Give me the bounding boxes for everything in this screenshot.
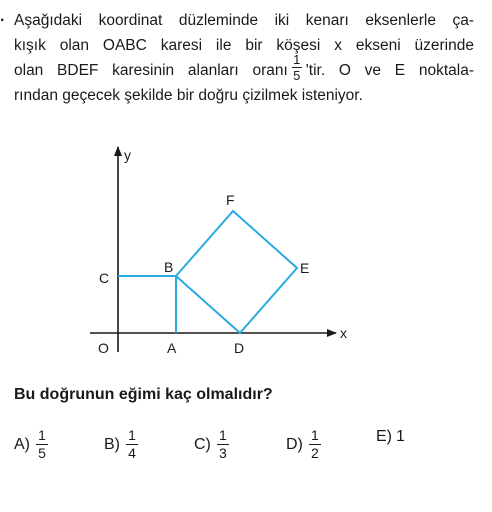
answer-choices [14, 428, 484, 472]
choice-a-den: 5 [38, 445, 46, 461]
choice-d-num: 1 [310, 427, 319, 443]
question-bullet: . [0, 8, 5, 25]
choice-c-den: 3 [218, 445, 227, 461]
ratio-denominator: 5 [293, 68, 301, 84]
choice-b-fraction [126, 428, 138, 461]
point-b-label: B [164, 259, 174, 275]
choice-b-den: 4 [128, 445, 136, 461]
choice-a-num: 1 [38, 427, 46, 443]
point-a-label: A [167, 340, 177, 356]
choice-e-value: 1 [396, 428, 405, 445]
y-axis-label: y [124, 147, 131, 163]
point-e-label: E [300, 260, 310, 276]
choice-d-label: D) [286, 435, 303, 453]
choice-a-label: A) [14, 435, 30, 453]
choice-b-num: 1 [128, 427, 136, 443]
stem-line-2: kışık olan OABC karesi ile bir köşesi x ekseni üzerinde [14, 37, 474, 54]
choice-c-label: C) [194, 435, 211, 453]
choice-c-fraction [217, 428, 229, 461]
choice-c-num: 1 [218, 427, 227, 443]
point-c-label: C [99, 270, 110, 286]
choice-a-fraction [36, 428, 48, 461]
choice-d-den: 2 [310, 445, 319, 461]
choice-b-label: B) [104, 435, 120, 453]
point-o-label: O [98, 340, 109, 356]
stem-line-3a: olan BDEF karesinin alanları oranı [14, 62, 288, 79]
question-prompt: Bu doğrunun eğimi kaç olmalıdır? [14, 386, 273, 403]
choice-e-label: E) [376, 428, 392, 445]
x-axis-label: x [340, 325, 347, 341]
stem-line-4: rından geçecek şekilde bir doğru çizilmek isteniyor. [14, 87, 363, 104]
choice-a[interactable] [14, 428, 50, 461]
choice-d-fraction [309, 428, 321, 461]
square-bdef [176, 211, 297, 333]
stem-line-3b: 'tir. O ve E noktala- [305, 62, 474, 79]
choice-d[interactable] [286, 428, 323, 461]
choice-e[interactable] [376, 428, 405, 446]
square-oabc [118, 276, 176, 333]
ratio-numerator: 1 [293, 52, 301, 68]
point-d-label: D [234, 340, 245, 356]
choice-b[interactable] [104, 428, 140, 461]
choice-c[interactable] [194, 428, 231, 461]
stem-line-1: Aşağıdaki koordinat düzleminde iki kenarı eksenlerle ça- [14, 12, 474, 29]
point-f-label: F [226, 192, 235, 208]
